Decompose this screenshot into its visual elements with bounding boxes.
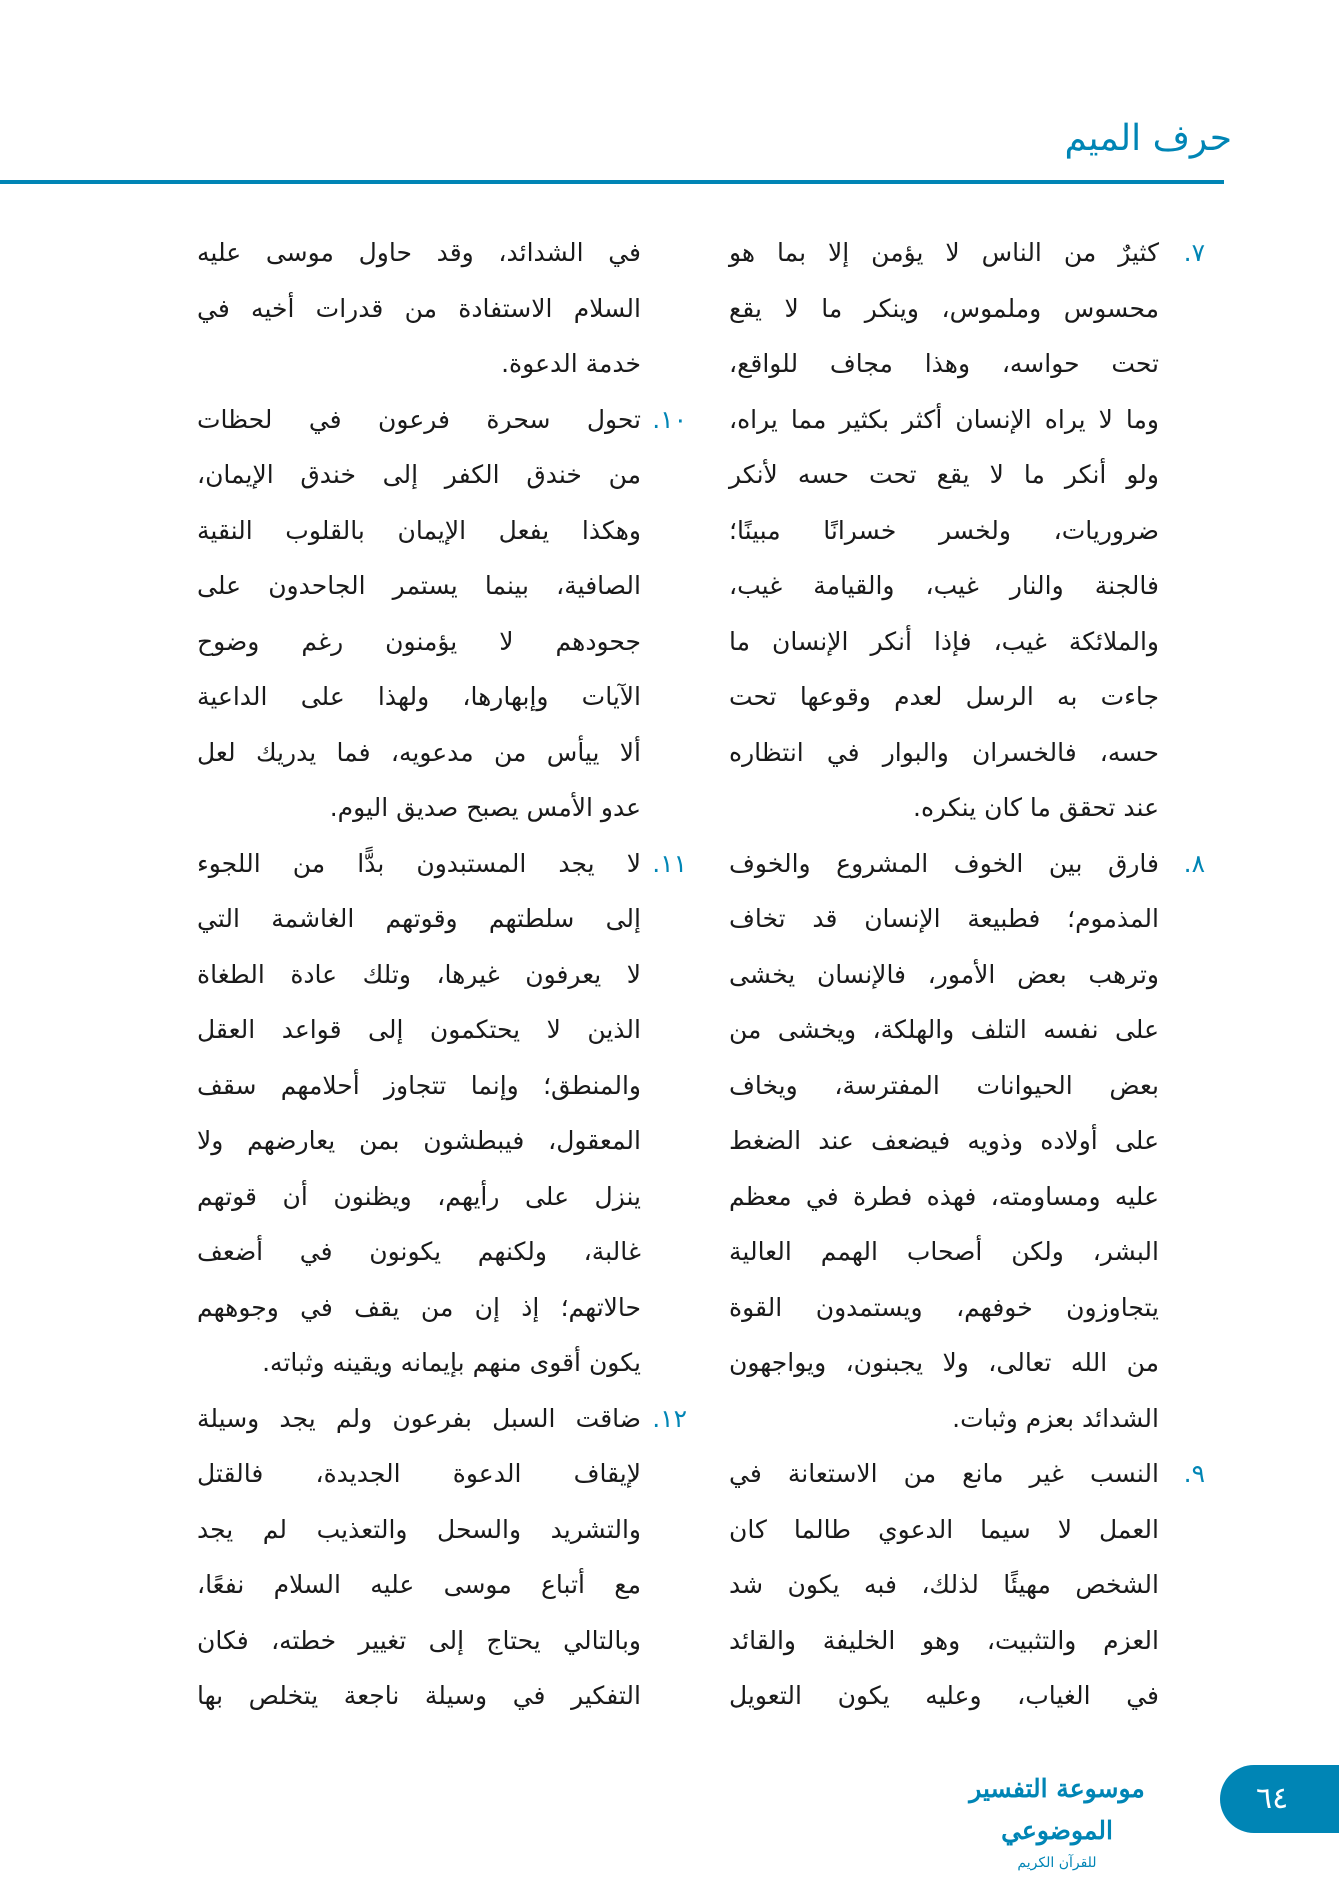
encyclopedia-logo: [933, 1768, 1181, 1871]
text-line: [729, 1613, 1205, 1669]
line-text: ألا ييأس من مدعويه، فما يدريك لعل: [197, 737, 641, 767]
line-text: المعقول، فيبطشون بمن يعارضهم ولا: [197, 1126, 641, 1155]
line-text: الصافية، بينما يستمر الجاحدون على: [197, 571, 641, 600]
line-text: بعض الحيوانات المفترسة، ويخاف: [729, 1070, 1159, 1100]
text-line: [197, 836, 687, 892]
line-text: الشدائد بعزم وثبات.: [952, 1403, 1159, 1433]
text-line: [729, 392, 1205, 448]
text-line: [729, 1502, 1205, 1558]
line-text: من الله تعالى، ولا يجبنون، ويواجهون: [729, 1348, 1159, 1377]
header-divider: [0, 180, 1224, 184]
text-line: [729, 1058, 1205, 1114]
line-text: العمل لا سيما الدعوي طالما كان: [729, 1514, 1159, 1544]
line-text: فالجنة والنار غيب، والقيامة غيب،: [729, 571, 1159, 600]
text-line: [197, 1113, 687, 1169]
text-column-left: [197, 225, 687, 1724]
line-text: في الشدائد، وقد حاول موسى عليه: [197, 238, 641, 267]
line-text: وبالتالي يحتاج إلى تغيير خطته، فكان: [197, 1625, 641, 1655]
line-text: لا يعرفون غيرها، وتلك عادة الطغاة: [197, 959, 641, 989]
line-text: والتشريد والسحل والتعذيب لم يجد: [197, 1514, 641, 1544]
text-line: [197, 891, 687, 947]
line-text: مع أتباع موسى عليه السلام نفعًا،: [197, 1570, 641, 1599]
line-text: وترهب بعض الأمور، فالإنسان يخشى: [729, 959, 1159, 989]
logo-sub-text: للقرآن الكريم: [1017, 1855, 1097, 1871]
text-line: [197, 558, 687, 614]
line-text: النسب غير مانع من الاستعانة في: [729, 1459, 1159, 1488]
line-text: الذين لا يحتكمون إلى قواعد العقل: [197, 1015, 641, 1044]
logo-main-text: موسوعة التفسير الموضوعي: [969, 1774, 1145, 1845]
text-line: [197, 1335, 687, 1391]
line-text: ضروريات، ولخسر خسرانًا مبينًا؛: [729, 515, 1159, 545]
line-text: على نفسه التلف والهلكة، ويخشى من: [729, 1015, 1159, 1044]
line-text: يكون أقوى منهم بإيمانه ويقينه وثباته.: [262, 1348, 641, 1377]
line-text: الآيات وإبهارها، ولهذا على الداعية: [197, 682, 641, 711]
line-text: تحت حواسه، وهذا مجاف للواقع،: [729, 349, 1159, 378]
text-line: [729, 1446, 1205, 1502]
line-text: لإيقاف الدعوة الجديدة، فالقتل: [197, 1459, 641, 1488]
line-text: عند تحقق ما كان ينكره.: [913, 793, 1159, 822]
text-line: [197, 1613, 687, 1669]
text-line: [197, 503, 687, 559]
line-text: ينزل على رأيهم، ويظنون أن قوتهم: [197, 1181, 641, 1211]
text-line: [729, 1391, 1205, 1447]
line-text: فارق بين الخوف المشروع والخوف: [729, 848, 1159, 878]
text-line: [729, 1280, 1205, 1336]
text-line: [729, 281, 1205, 337]
page-number: ٦٤: [1256, 1781, 1289, 1816]
line-text: عدو الأمس يصبح صديق اليوم.: [329, 793, 641, 822]
text-line: [197, 1391, 687, 1447]
item-number: ٩.: [1183, 1459, 1205, 1488]
item-number: ٧.: [1183, 238, 1205, 267]
text-line: [729, 336, 1205, 392]
text-line: [729, 558, 1205, 614]
item-number: ١٢.: [652, 1403, 687, 1433]
line-text: والملائكة غيب، فإذا أنكر الإنسان ما: [729, 626, 1159, 656]
text-line: [729, 1668, 1205, 1724]
item-number: ١١.: [652, 848, 687, 878]
text-line: [729, 780, 1205, 836]
line-text: عليه ومساومته، فهذه فطرة في معظم: [729, 1181, 1159, 1211]
line-text: محسوس وملموس، وينكر ما لا يقع: [729, 293, 1159, 323]
text-line: [197, 336, 687, 392]
text-line: [729, 503, 1205, 559]
line-text: حسه، فالخسران والبوار في انتظاره: [729, 737, 1159, 767]
text-line: [197, 1224, 687, 1280]
line-text: كثيرٌ من الناس لا يؤمن إلا بما هو: [729, 238, 1159, 267]
text-line: [197, 1169, 687, 1225]
text-line: [729, 836, 1205, 892]
text-line: [729, 1002, 1205, 1058]
text-line: [729, 1557, 1205, 1613]
chapter-title: حرف الميم: [1064, 118, 1232, 159]
text-line: [729, 1335, 1205, 1391]
line-text: المذموم؛ فطبيعة الإنسان قد تخاف: [729, 904, 1159, 933]
text-line: [197, 1557, 687, 1613]
line-text: العزم والتثبيت، وهو الخليفة والقائد: [729, 1625, 1159, 1655]
line-text: الشخص مهيئًا لذلك، فبه يكون شد: [729, 1570, 1159, 1599]
text-line: [197, 392, 687, 448]
text-line: [729, 1113, 1205, 1169]
text-column-right: [729, 225, 1205, 1724]
line-text: التفكير في وسيلة ناجعة يتخلص بها: [197, 1681, 641, 1710]
item-number: ١٠.: [652, 404, 687, 434]
line-text: وما لا يراه الإنسان أكثر بكثير مما يراه،: [729, 404, 1159, 434]
text-line: [197, 447, 687, 503]
text-line: [729, 1224, 1205, 1280]
text-line: [729, 225, 1205, 281]
text-line: [197, 1668, 687, 1724]
text-line: [197, 1446, 687, 1502]
line-text: ولو أنكر ما لا يقع تحت حسه لأنكر: [729, 460, 1159, 489]
text-line: [197, 1058, 687, 1114]
text-line: [197, 947, 687, 1003]
line-text: البشر، ولكن أصحاب الهمم العالية: [729, 1237, 1159, 1266]
line-text: خدمة الدعوة.: [501, 349, 641, 378]
text-line: [729, 447, 1205, 503]
text-line: [197, 725, 687, 781]
line-text: غالبة، ولكنهم يكونون في أضعف: [197, 1237, 641, 1266]
text-line: [197, 1002, 687, 1058]
text-line: [197, 281, 687, 337]
line-text: حالاتهم؛ إذ إن من يقف في وجوههم: [197, 1292, 641, 1322]
text-line: [729, 725, 1205, 781]
text-line: [197, 614, 687, 670]
line-text: في الغياب، وعليه يكون التعويل: [729, 1681, 1159, 1710]
line-text: السلام الاستفادة من قدرات أخيه في: [197, 293, 641, 323]
line-text: وهكذا يفعل الإيمان بالقلوب النقية: [197, 515, 641, 545]
line-text: لا يجد المستبدون بدًّا من اللجوء: [197, 848, 641, 878]
text-line: [197, 669, 687, 725]
line-text: تحول سحرة فرعون في لحظات: [197, 404, 641, 434]
line-text: ضاقت السبل بفرعون ولم يجد وسيلة: [197, 1403, 641, 1433]
text-line: [197, 225, 687, 281]
text-line: [197, 1502, 687, 1558]
line-text: جحودهم لا يؤمنون رغم وضوح: [197, 626, 641, 656]
text-line: [729, 669, 1205, 725]
line-text: والمنطق؛ وإنما تتجاوز أحلامهم سقف: [197, 1070, 641, 1100]
text-line: [729, 614, 1205, 670]
text-line: [729, 1169, 1205, 1225]
line-text: من خندق الكفر إلى خندق الإيمان،: [197, 460, 641, 489]
line-text: جاءت به الرسل لعدم وقوعها تحت: [729, 682, 1159, 711]
line-text: يتجاوزون خوفهم، ويستمدون القوة: [729, 1292, 1159, 1322]
text-line: [729, 947, 1205, 1003]
text-line: [197, 1280, 687, 1336]
line-text: على أولاده وذويه فيضعف عند الضغط: [729, 1126, 1159, 1155]
page-number-badge: [1220, 1765, 1339, 1833]
text-line: [197, 780, 687, 836]
text-line: [729, 891, 1205, 947]
item-number: ٨.: [1183, 848, 1205, 878]
line-text: إلى سلطتهم وقوتهم الغاشمة التي: [197, 904, 641, 933]
